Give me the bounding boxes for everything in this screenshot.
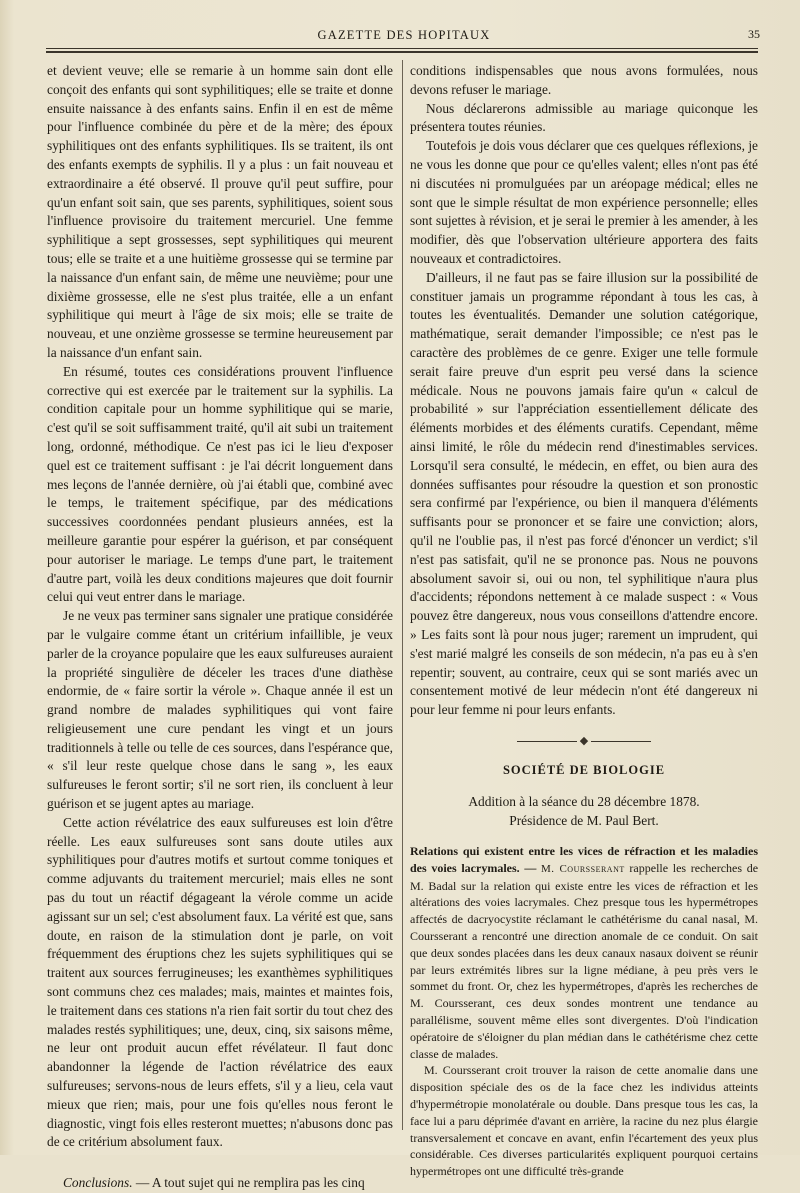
report-paragraph: M. Coursserant croit trouver la raison de cette anomalie dans une disposition spéciale des os de la face chez les individus atteints d'hypermétropie monolatérale ou double. Dans presque tous les cas, la face lui a paru déprimée d'avant en arrière, la racine du nez plus élargie transversalement et concave en avant, enfin l'écartement des yeux plus considérable. Ces diverses particularités expliquent pourquoi certains hypermétropes ont une difficulté très-grande bbox=[410, 1063, 758, 1179]
session-presidency: Présidence de M. Paul Bert. bbox=[509, 813, 659, 829]
paragraph: Je ne veux pas terminer sans signaler une pratique considérée par le vulgaire comme étant un critérium infaillible, je veux parler de la croyance populaire que les eaux sulfureuses auraient la propriété singulière de déceler les traces d'une diathèse endormie, de « faire sortir la vérole ». Chaque année il est un grand nombre de malades syphilitiques qui vont faire religieusement une cure pendant les vingt et un jours traditionnels à telle ou telle de ces sources, dans l'espérance que, « s'il leur reste quelque chose dans le sang », les eaux sulfureuses le feront sortir; s'il ne sort rien, ils concluent à leur guérison et se jugent aptes au mariage. bbox=[47, 608, 393, 812]
page-header bbox=[46, 26, 762, 46]
conclusions-paragraph bbox=[47, 1174, 393, 1193]
report-title: Relations qui existent entre les vices de réfraction et les maladies des voies lacrymales. — bbox=[410, 844, 758, 875]
session-addition: Addition à la séance du 28 décembre 1878. bbox=[468, 794, 700, 810]
paragraph: Cette action révélatrice des eaux sulfureuses est loin d'être réelle. Les eaux sulfureuses sont sans doute utiles aux syphilitiques pour d'autres motifs et surtout comme toniques et comme adjuvants du traitement mercuriel; mais elles ne sont pas du tout un réactif dégageant la vérole comme un acide agissant sur un sel; c'est absolument faux. La vérité est que, sans doute, en raison de la stimulation dont je parle, on voit fréquemment des éruptions chez les sujets syphilitiques qui se traitent aux sources ferrugineuses; les exanthèmes syphilitiques sont communs chez ces malades; mais, maintes et maintes fois, le traitement dans ces stations n'a rien fait sortir du tout chez des malades restés syphilitiques; une, deux, cinq, six saisons même, ne leur ont produit aucun effet révélateur. Il faut donc abandonner la légende de l'action révélatrice des eaux sulfureuses; servons-nous de leurs effets, s'il y a lieu, cela vaut mieux que rien; mais, pour une fois qu'elles nous feront le diagnostic, vingt fois elles resteront muettes; n'abusons donc pas de ce critérium absolument faux. bbox=[47, 814, 393, 1150]
page-number: 35 bbox=[748, 27, 760, 41]
paragraph: En résumé, toutes ces considérations prouvent l'influence corrective qui est exercée par le traitement sur la syphilis. La condition capitale pour un homme syphilitique qui se marie, c'est qu'il se soit suffisamment traité, qu'il ait subi un traitement long, ordonné, méthodique. Ce n'est pas ici le lieu d'exposer quel est ce traitement suffisant : je l'ai décrit longuement dans mes leçons de l'année dernière, où j'ai établi que, combiné avec le temps, le traitement spécifique, par des médications successives coordonnées pendant plusieurs années, est la meilleure garantie pour espérer la guérison, et par conséquent pour autoriser le mariage. Le temps d'une part, le traitement d'autre part, voilà les deux conditions majeures que doit fournir celui qui veut entrer dans le mariage. bbox=[47, 363, 393, 605]
column-divider bbox=[402, 60, 403, 1130]
section-title: SOCIÉTÉ DE BIOLOGIE bbox=[502, 762, 666, 777]
paragraph: Nous déclarerons admissible au mariage quiconque les présentera toutes réunies. bbox=[410, 100, 758, 135]
conclusions-label: Conclusions. bbox=[63, 1175, 133, 1191]
left-column bbox=[47, 62, 393, 1193]
header-rule-thick bbox=[46, 51, 758, 53]
report-paragraph bbox=[410, 843, 758, 1062]
report-author: M. Coursserant bbox=[541, 862, 625, 875]
paragraph: D'ailleurs, il ne faut pas se faire illusion sur la possibilité de constituer jamais un programme répondant à tous les cas, à toutes les éventualités. Demander une solution catégorique, mathématique, serait demander l'impossible; ce n'est pas le caractère des problèmes de ce genre. Exiger une telle formule serait faire preuve d'un esprit peu versé dans la science médicale. Nous ne pouvons jamais faire qu'un « calcul de probabilité » sur l'appréciation essentiellement délicate des éléments morbides et des éléments curatifs. Cependant, même ainsi limité, le rôle du médecin rend d'inestimables services. Lorsqu'il sera consulté, le médecin, en effet, ou bien aura des données suffisantes pour résoudre la question et son pronostic sera confirmé par l'expérience, ou bien il manquera d'éléments suffisants pour se prononcer et se faire une conviction; alors, qu'il ne l'oublie pas, il n'est pas forcé d'énoncer un verdict; s'il n'est pas satisfait, qu'il ne se prononce pas. Nous ne pouvons absolument savoir si, oui ou non, tel syphilitique n'aura plus d'accidents; répondons nettement à ce malade suspect : « Vous pouvez être dangereux, nous vous conseillons d'attendre encore. » Les faits sont là pour nous juger; rarement un imprudent, qui s'est marié malgré les conseils de son médecin, n'a pas eu à s'en repentir; souvent, au contraire, ceux qui se sont mariés avec un consentement motivé de leur médecin n'ont été dangereux ni pour leur femme ni pour leurs enfants. bbox=[410, 269, 758, 718]
biology-report bbox=[410, 843, 758, 1180]
paragraph: et devient veuve; elle se remarie à un homme sain dont elle conçoit des enfants qui sont syphilitiques; elle se traite et donne ensuite naissance à des enfants sains. Enfin il en est de même pour l'influence combinée du père et de la mère; des époux syphilitiques ont des enfants syphilitiques. Ils se traitent, ils ont des enfants exempts de syphilis. Il y a plus : un fait nouveau et extraordinaire a été observé. Il prouve qu'il peut suffire, pour qu'un enfant soit sain, que ses parents, syphilitiques, soient sous l'influence provisoire du traitement mercuriel. Une femme syphilitique a sept grossesses, sept syphilitiques qui meurent tous; elle se traite et a une huitième grossesse qui se termine par la naissance d'un enfant sain, de même une neuvième; pour une dixième grossesse, elle ne s'est plus traitée, elle a un enfant syphilitique qui meurt à l'âge de six mois; elle se traite de nouveau, et une onzième grossesse se termine heureusement par la naissance d'un enfant sain. bbox=[47, 63, 393, 360]
right-column bbox=[410, 62, 758, 1180]
masthead-title: GAZETTE DES HOPITAUX bbox=[317, 28, 491, 42]
paragraph: Toutefois je dois vous déclarer que ces quelques réflexions, je ne vous les donne que pour ce qu'elles valent; elles n'ont pas été ni discutées ni promulguées par un aréopage médical; elles ne sont que le simple résultat de mon expérience personnelle; elles sont sujettes à révision, et je serai le premier à les amender, à les modifier, dès que l'observation ultérieure apportera des faits nouveaux et contradictoires. bbox=[410, 138, 758, 266]
paragraph: conditions indispensables que nous avons formulées, nous devons refuser le mariage. bbox=[410, 63, 758, 97]
header-rule-thin bbox=[46, 48, 758, 49]
report-text: rappelle les recherches de M. Badal sur la relation qui existe entre les vices de réfraction et les altérations des voies lacrymales. Chez presque tous les hypermétropes affectés de dacryocystite réclamant le cathétérisme du canal nasal, M. Coursserant a rencontré une direction anomale de ce conduit. On sait que deux sondes placées dans les deux canaux nasaux doivent se réunir par leurs extrémités libres sur la ligne médiane, à peu près vers le sommet du front. Or, chez les hypermétropes, d'après les recherches de M. Coursserant, ces deux sondes montrent une tendance au parallélisme, souvent même elles sont divergentes. D'où l'indication opératoire de s'éloigner du plan médian dans le cathétérisme chez cette classe de malades. bbox=[410, 860, 759, 1061]
conclusions-text: — A tout sujet qui ne remplira pas les cinq bbox=[135, 1175, 365, 1191]
section-separator: ◆ bbox=[410, 732, 758, 751]
